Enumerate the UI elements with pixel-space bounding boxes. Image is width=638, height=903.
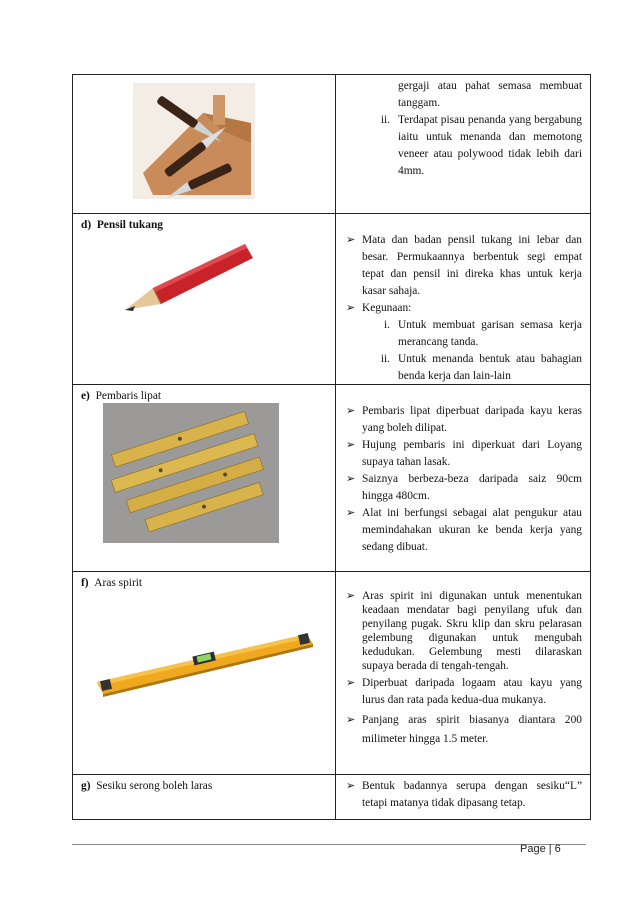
- table-row-pembaris-lipat: [73, 385, 591, 572]
- pembaris-label-cell: [73, 385, 336, 572]
- pensil-sub-list: [336, 317, 582, 385]
- marking-knives-image: [133, 83, 255, 199]
- list-item: ➢ Pembaris lipat diperbuat daripada kayu keras yang boleh dilipat.: [346, 405, 582, 434]
- pensil-label-cell: [73, 214, 336, 385]
- list-item: gergaji atau pahat semasa membuat tanggam.: [398, 80, 582, 109]
- list-item: ➢ Kegunaan: i. Untuk membuat garisan semasa kerja merancang tanda. ii. Untuk menanda bentuk atau bahagian benda kerja dan lain-lain: [336, 300, 582, 385]
- list-item: ➢ Diperbuat daripada logaam atau kayu yang lurus dan rata pada kedua-dua mukanya.: [346, 677, 582, 706]
- list-item: ➢ Bentuk badannya serupa dengan sesiku“L” tetapi matanya tidak dipasang tetap.: [346, 780, 582, 809]
- folding-ruler-image: [103, 403, 279, 543]
- list-item: ➢ Aras spirit ini digunakan untuk menentukan keadaan mendatar bagi penyilang ufuk dan penyilang pugak. Skru klip dan skru pelarasan gelembung digunakan untuk mengubah kedudukan. Gelembung mesti dilaraskan supaya berada di tengah-tengah.: [346, 590, 582, 672]
- page-number: Page | 6: [520, 843, 561, 855]
- carpenter-pencil-image: [95, 236, 257, 316]
- sesiku-label-cell: [73, 775, 336, 820]
- knives-list: [336, 78, 582, 180]
- row-label: d) Pensil tukang: [81, 219, 163, 231]
- arrow-bullet-icon: ➢: [346, 405, 356, 417]
- sesiku-text-cell: [336, 775, 591, 820]
- aras-text-cell: [336, 572, 591, 775]
- tools-table: [72, 74, 591, 820]
- list-item: ➢ Saiznya berbeza-beza daripada saiz 90cm hingga 480cm.: [346, 473, 582, 502]
- row-label: e) Pembaris lipat: [81, 390, 162, 402]
- list-item: ➢ Mata dan badan pensil tukang ini lebar dan besar. Permukaannya berbentuk segi empat tepat dan pensil ini direka khas untuk kerja kasar sahaja.: [346, 234, 582, 297]
- arrow-bullet-icon: ➢: [346, 507, 356, 519]
- arrow-bullet-icon: ➢: [346, 780, 356, 792]
- list-item: ➢ Alat ini berfungsi sebagai alat pengukur atau memindahakan ukuran ke benda kerja yang sedang dibuat.: [346, 507, 582, 553]
- arrow-bullet-icon: ➢: [346, 677, 356, 689]
- arrow-bullet-icon: ➢: [346, 590, 356, 602]
- pensil-text-cell: [336, 214, 591, 385]
- aras-label-cell: [73, 572, 336, 775]
- arrow-bullet-icon: ➢: [346, 302, 356, 314]
- table-row-sesiku-serong: [73, 775, 591, 820]
- pembaris-text-cell: [336, 385, 591, 572]
- list-item: i. Untuk membuat garisan semasa kerja merancang tanda.: [383, 319, 582, 348]
- pensil-bullets: [336, 232, 590, 385]
- row-label: g) Sesiku serong boleh laras: [81, 780, 213, 792]
- list-item: ➢ Hujung pembaris ini diperkuat dari Loyang supaya tahan lasak.: [346, 439, 582, 468]
- row-label: f) Aras spirit: [81, 577, 143, 589]
- list-item: ii. Terdapat pisau penanda yang bergabung iaitu untuk menanda dan memotong veneer atau polywood tidak lebih dari 4mm.: [380, 114, 582, 177]
- spirit-level-image: [93, 624, 317, 708]
- list-item: ii. Untuk menanda bentuk atau bahagian benda kerja dan lain-lain: [380, 353, 582, 382]
- table-row-aras-spirit: [73, 572, 591, 775]
- table-row-pensil-tukang: [73, 214, 591, 385]
- pembaris-bullets: [336, 403, 590, 556]
- arrow-bullet-icon: ➢: [346, 473, 356, 485]
- footer-divider: [72, 844, 586, 845]
- knives-text-cell: [336, 75, 591, 214]
- table-row-knives: [73, 75, 591, 214]
- arrow-bullet-icon: ➢: [346, 234, 356, 246]
- knives-image-cell: [73, 75, 336, 214]
- sesiku-bullets: [336, 778, 590, 812]
- list-item: ➢ Panjang aras spirit biasanya diantara 200 milimeter hingga 1.5 meter.: [336, 711, 582, 749]
- arrow-bullet-icon: ➢: [346, 714, 356, 726]
- aras-bullets: [336, 589, 590, 749]
- arrow-bullet-icon: ➢: [346, 439, 356, 451]
